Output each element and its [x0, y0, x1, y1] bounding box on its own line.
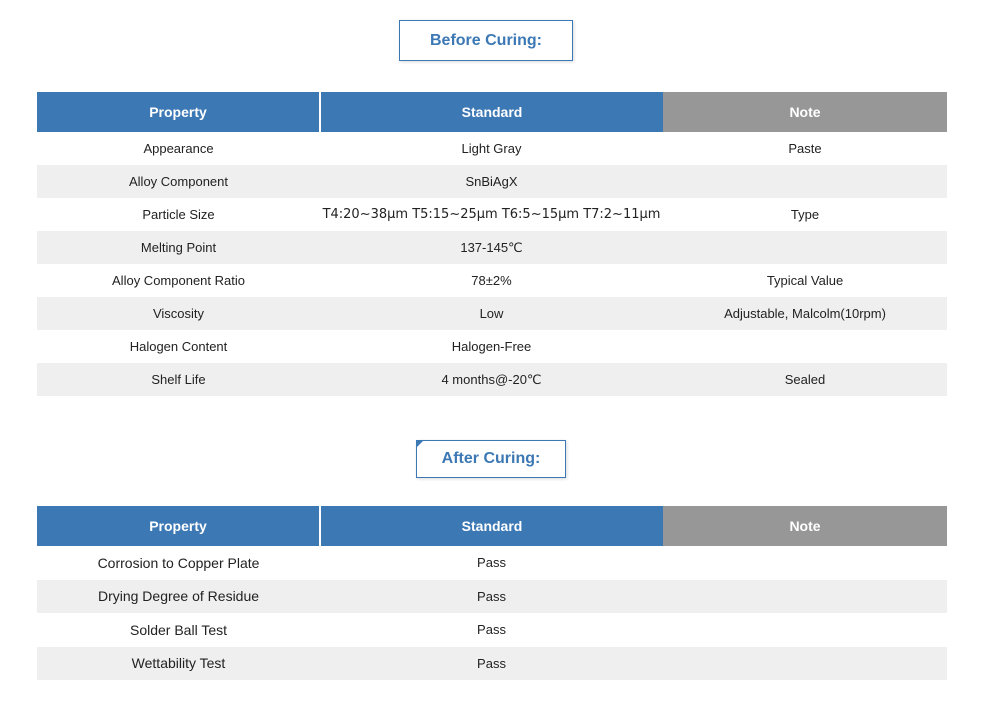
- cell-property: Appearance: [143, 141, 214, 156]
- cell-note: [663, 580, 947, 614]
- table-row: [37, 231, 947, 264]
- cell-note: [663, 165, 947, 198]
- header-note: Note: [663, 506, 947, 546]
- cell-standard: SnBiAgX: [320, 165, 663, 198]
- cell-note: Sealed: [663, 363, 947, 396]
- cell-property: Solder Ball Test: [129, 621, 227, 638]
- cell-property: Corrosion to Copper Plate: [97, 554, 260, 571]
- table-header-row: [37, 92, 947, 132]
- cell-standard: Pass: [320, 580, 663, 614]
- cell-property: Melting Point: [37, 231, 320, 264]
- before-curing-title-text: Before Curing:: [430, 31, 542, 49]
- header-property: Property: [37, 92, 320, 132]
- header-property: Property: [37, 506, 320, 546]
- table-row: [37, 198, 947, 231]
- cell-note: [663, 647, 947, 681]
- cell-standard: Pass: [477, 555, 506, 571]
- header-standard: Standard: [320, 506, 663, 546]
- table-row: [37, 165, 947, 198]
- header-standard: Standard: [320, 92, 663, 132]
- table-header-row: [37, 506, 947, 546]
- table-row: [37, 330, 947, 363]
- after-curing-table: [37, 506, 947, 680]
- table-row: [37, 297, 947, 330]
- after-curing-title-text: After Curing:: [441, 450, 541, 467]
- cell-property: Halogen Content: [129, 339, 228, 354]
- cell-standard: Light Gray: [461, 141, 522, 156]
- cell-note: Type: [790, 207, 820, 222]
- before-curing-table: [37, 92, 947, 396]
- cell-note: Adjustable, Malcolm(10rpm): [663, 297, 947, 330]
- cell-standard: T4:20~38μm T5:15~25μm T6:5~15μm T7:2~11μm: [322, 207, 661, 222]
- cell-note: Paste: [788, 141, 822, 156]
- table-row: [37, 613, 947, 647]
- table-row: [37, 132, 947, 165]
- cell-property: Alloy Component: [37, 165, 320, 198]
- cell-standard: Pass: [320, 647, 663, 681]
- table-row: [37, 264, 947, 297]
- header-note: Note: [663, 92, 947, 132]
- table-row: [37, 363, 947, 396]
- table-row: [37, 580, 947, 614]
- before-curing-title: [399, 20, 573, 61]
- corner-marker-icon: [416, 440, 424, 448]
- table-row: [37, 647, 947, 681]
- cell-property: Alloy Component Ratio: [112, 273, 245, 288]
- cell-standard: 137-145℃: [320, 231, 663, 264]
- cell-note: Typical Value: [766, 273, 844, 288]
- cell-note: [663, 546, 947, 580]
- cell-property: Wettability Test: [37, 647, 320, 681]
- cell-note: [663, 613, 947, 647]
- cell-standard: Low: [320, 297, 663, 330]
- cell-note: [663, 231, 947, 264]
- cell-property: Viscosity: [37, 297, 320, 330]
- cell-property: Particle Size: [142, 207, 215, 222]
- cell-standard: 4 months@-20℃: [320, 363, 663, 396]
- cell-property: Drying Degree of Residue: [37, 580, 320, 614]
- cell-property: Shelf Life: [37, 363, 320, 396]
- cell-standard: Pass: [477, 622, 506, 638]
- after-curing-title: [416, 440, 566, 478]
- cell-standard: 78±2%: [471, 273, 512, 288]
- cell-standard: Halogen-Free: [451, 339, 532, 354]
- cell-note: [663, 330, 947, 363]
- table-row: [37, 546, 947, 580]
